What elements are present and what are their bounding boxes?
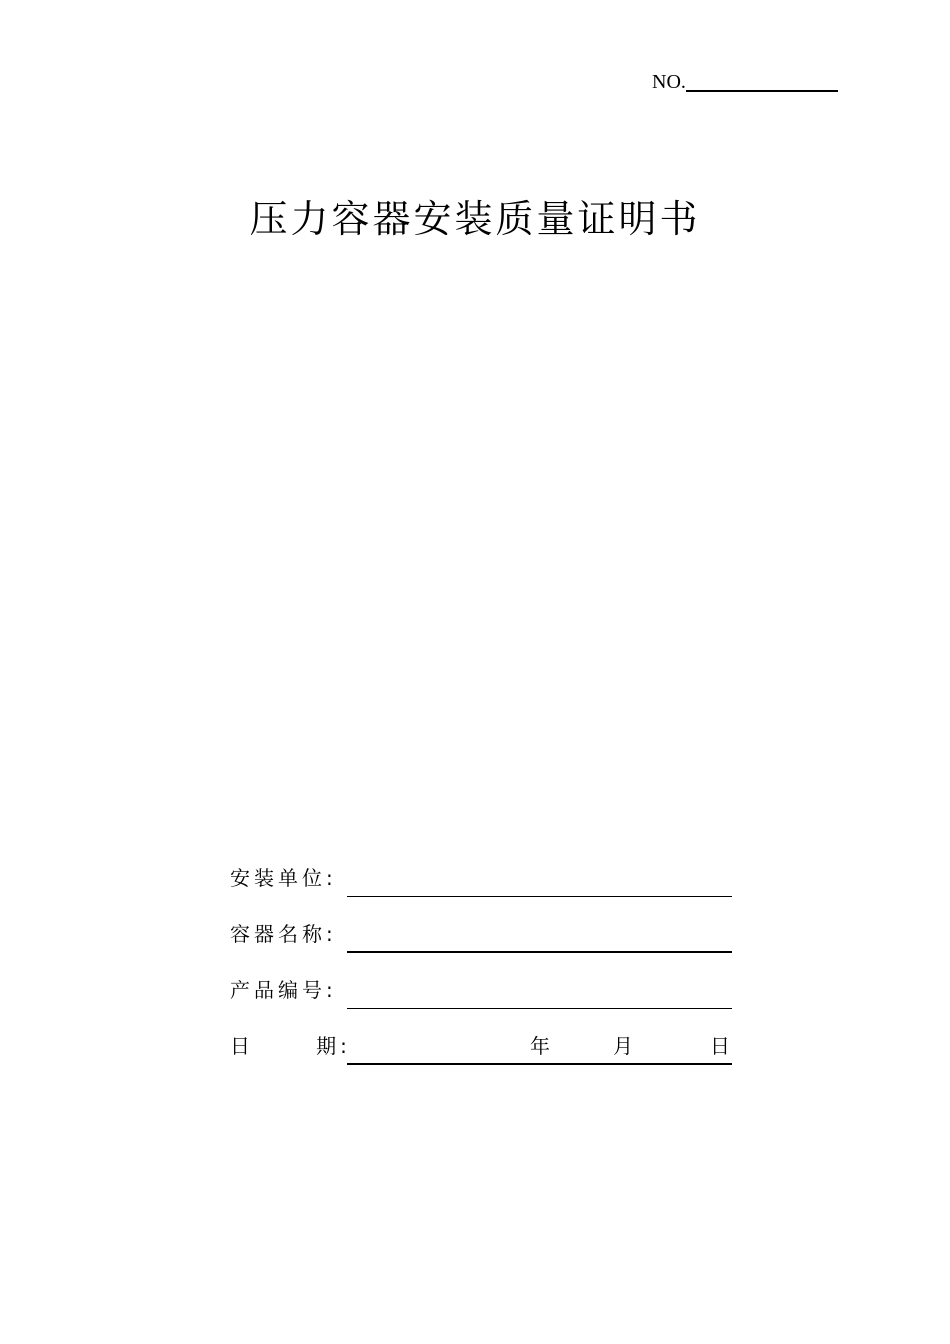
- date-field: [230, 1025, 732, 1065]
- install-unit-field: [230, 857, 732, 897]
- day-label: 日: [710, 1034, 730, 1058]
- number-blank-line[interactable]: [686, 90, 838, 92]
- product-number-label: 产品编号:: [230, 978, 337, 1002]
- document-title: 压力容器安装质量证明书: [249, 197, 701, 241]
- date-label: 日 期:: [230, 1034, 351, 1058]
- year-label: 年: [530, 1034, 550, 1058]
- vessel-name-blank-line[interactable]: [347, 951, 732, 953]
- vessel-name-label: 容器名称:: [230, 922, 337, 946]
- number-label: NO.: [652, 71, 686, 93]
- product-number-field: [230, 969, 732, 1009]
- product-number-blank-line[interactable]: [347, 1008, 732, 1009]
- vessel-name-field: [230, 913, 732, 953]
- install-unit-label: 安装单位:: [230, 866, 337, 890]
- month-label: 月: [613, 1034, 633, 1058]
- number-field: [652, 66, 838, 94]
- date-blank-line[interactable]: [347, 1063, 732, 1065]
- install-unit-blank-line[interactable]: [347, 896, 732, 897]
